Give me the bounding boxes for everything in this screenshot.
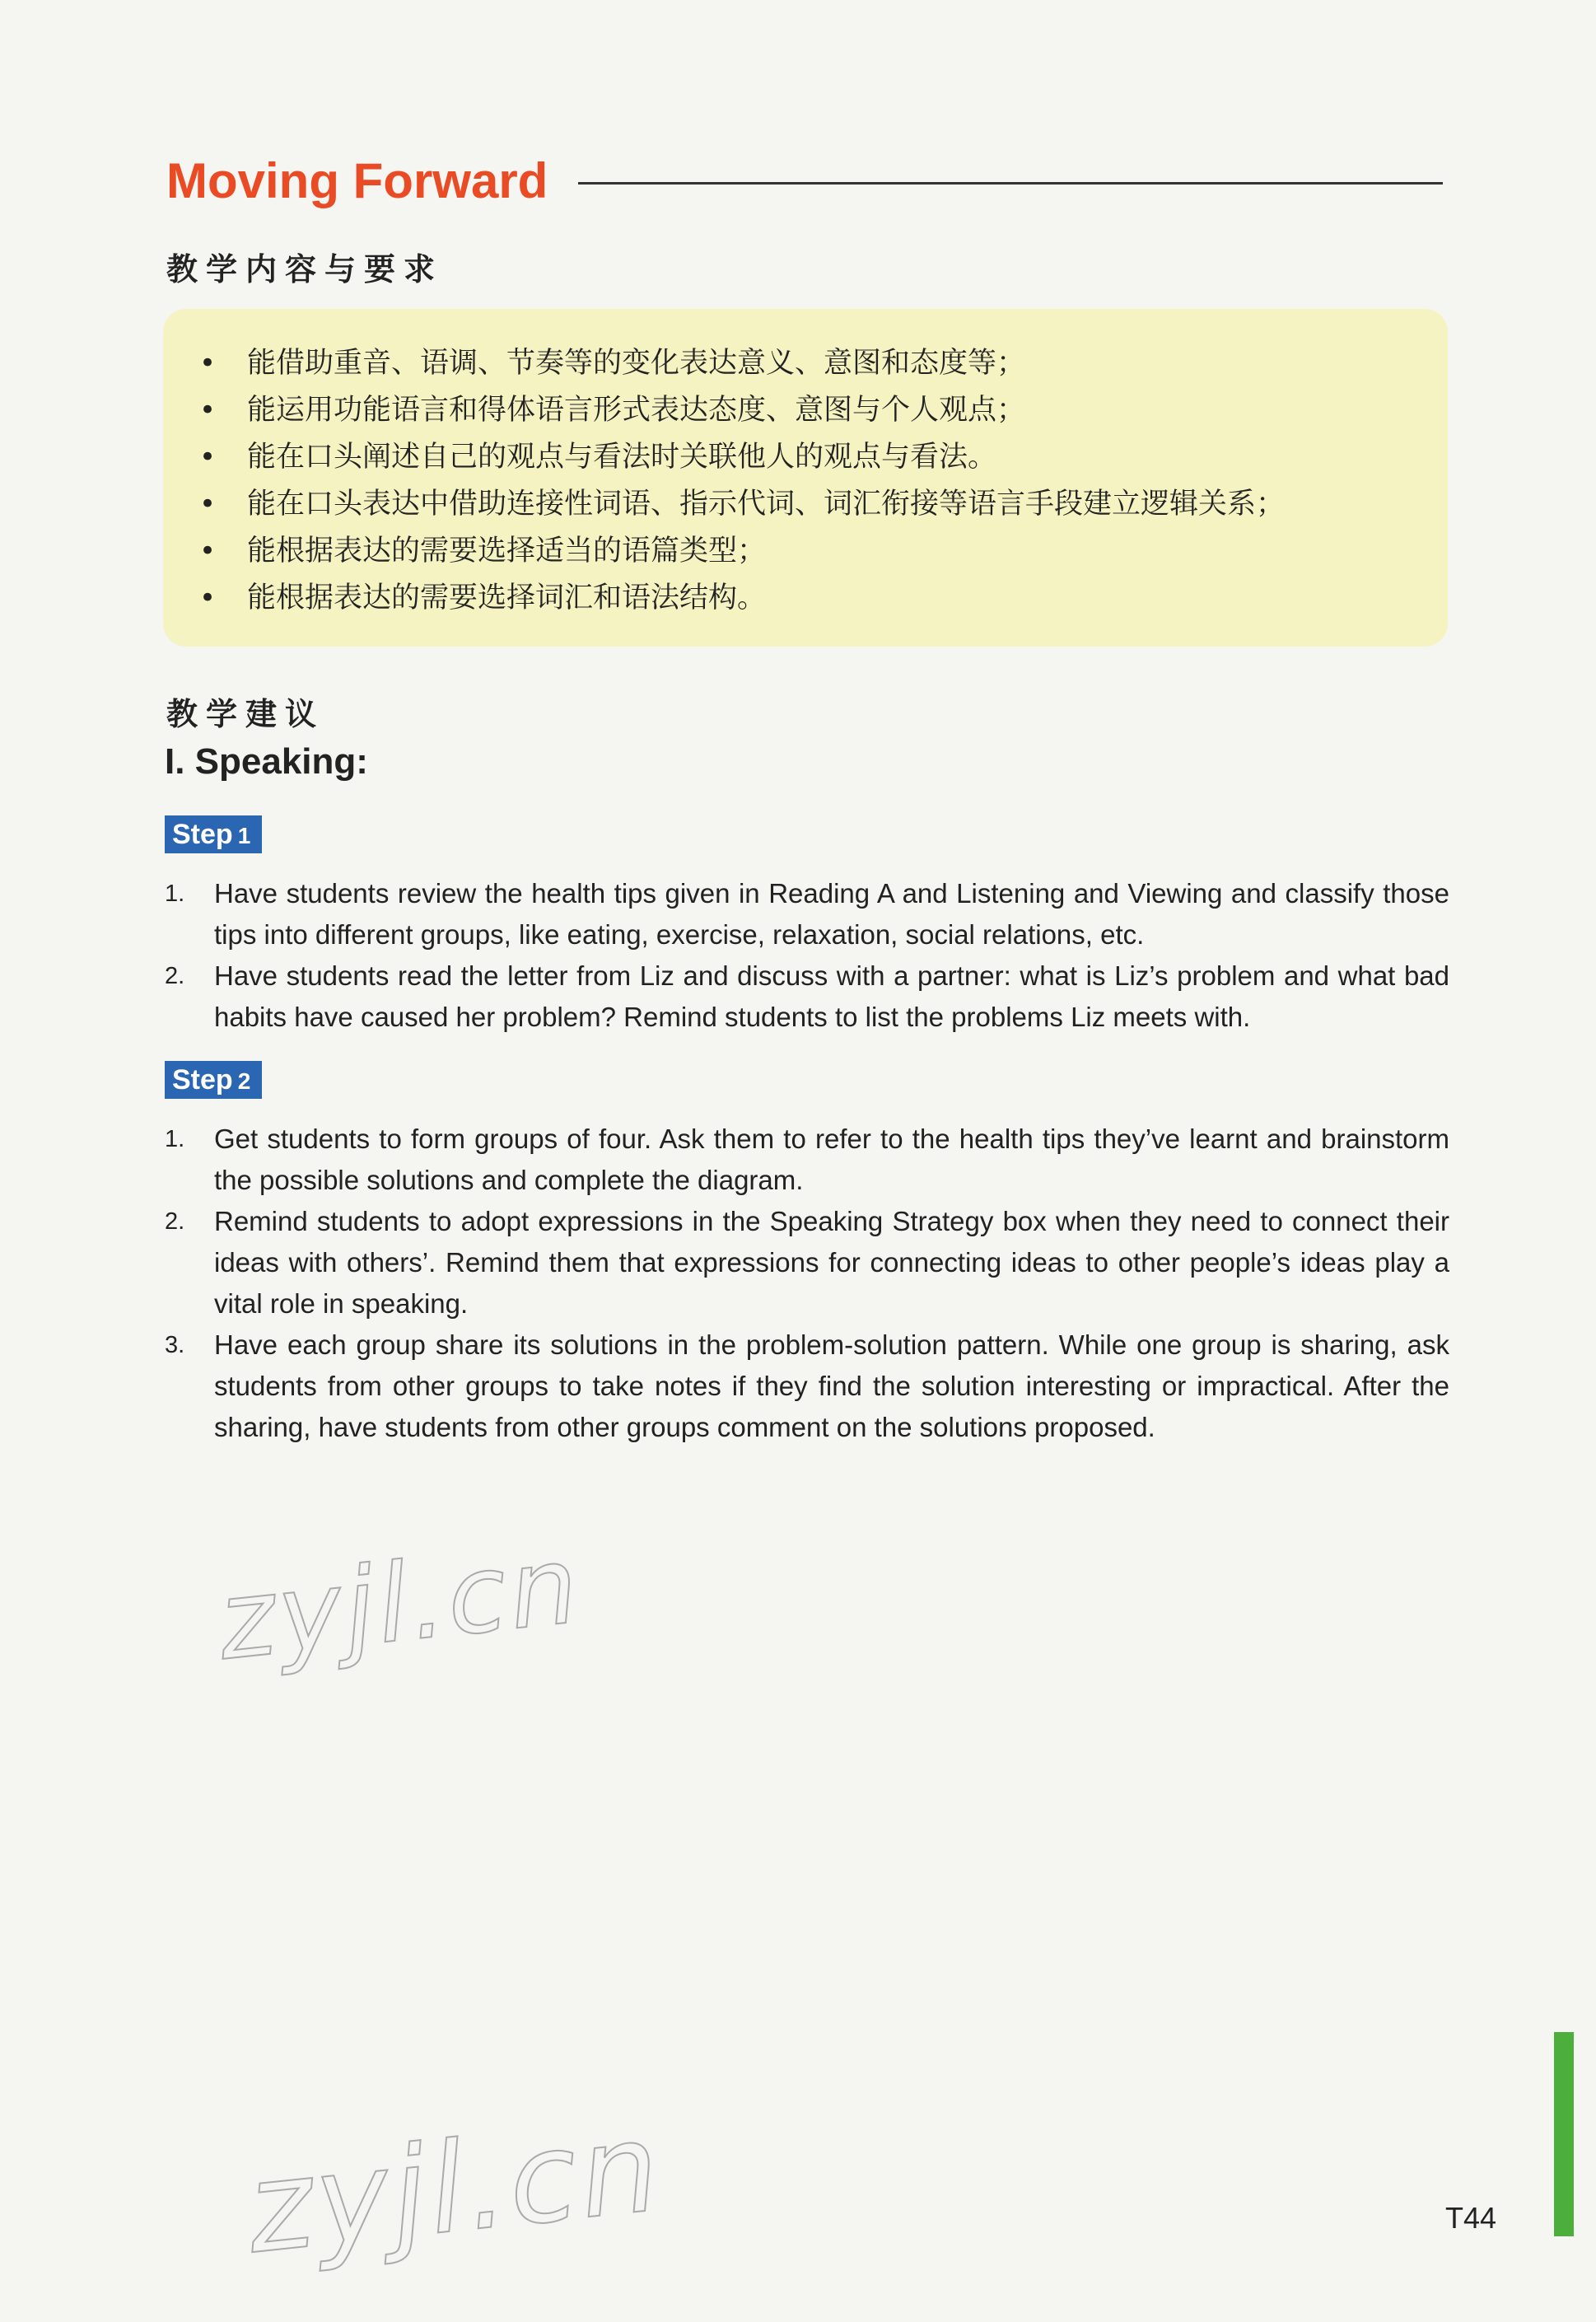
objective-text: 能借助重音、语调、节奏等的变化表达意义、意图和态度等； bbox=[247, 347, 1026, 380]
objective-item bbox=[196, 575, 1448, 622]
objective-text: 能根据表达的需要选择词汇和语法结构。 bbox=[247, 582, 767, 614]
list-item bbox=[165, 873, 1449, 955]
item-text: Get students to form groups of four. Ask them to refer to the health tips they’ve learnt and brainstorm the possible solutions and complete the diagram. bbox=[214, 1124, 1449, 1195]
step-2-badge bbox=[165, 1061, 262, 1099]
objectives-list bbox=[196, 340, 1448, 622]
step-number: 2 bbox=[237, 1068, 251, 1094]
objective-text: 能根据表达的需要选择适当的语篇类型； bbox=[247, 535, 767, 568]
step-number: 1 bbox=[237, 823, 251, 848]
header-rule bbox=[578, 182, 1443, 185]
item-text: Have students read the letter from Liz and discuss with a partner: what is Liz’s problem and what bad habits have caused her problem? Remind students to list the problems Liz meets with. bbox=[214, 960, 1449, 1032]
bullet-icon: • bbox=[199, 582, 217, 614]
item-text: Remind students to adopt expressions in the Speaking Strategy box when they need to connect their ideas with others’. Remind them that expressions for connecting ideas to other people’s ideas play a vital role in speaking. bbox=[214, 1206, 1449, 1319]
objectives-box bbox=[163, 309, 1448, 647]
bullet-icon: • bbox=[199, 441, 217, 474]
watermark: zyjl.cn bbox=[212, 1521, 587, 1684]
suggestions-heading: 教学建议 bbox=[166, 696, 325, 732]
page-title: Moving Forward bbox=[166, 153, 548, 208]
objective-item bbox=[196, 387, 1448, 434]
list-item bbox=[165, 955, 1449, 1038]
objective-text: 能运用功能语言和得体语言形式表达态度、意图与个人观点； bbox=[247, 394, 1026, 427]
item-text: Have each group share its solutions in the problem-solution pattern. While one group is sharing, ask students from other groups to take notes if they find the solution interesting or impractical. After the sharing, have students from other groups comment on the solutions proposed. bbox=[214, 1329, 1449, 1442]
objective-item bbox=[196, 340, 1448, 387]
item-number: 2. bbox=[165, 1208, 185, 1235]
objective-text: 能在口头阐述自己的观点与看法时关联他人的观点与看法。 bbox=[247, 441, 997, 474]
objective-item bbox=[196, 481, 1448, 528]
bullet-icon: • bbox=[199, 394, 217, 427]
speaking-section-title: I. Speaking: bbox=[165, 741, 368, 782]
page-accent-bar bbox=[1554, 2032, 1574, 2236]
item-number: 1. bbox=[165, 1126, 185, 1152]
item-text: Have students review the health tips given in Reading A and Listening and Viewing and classify those tips into different groups, like eating, exercise, relaxation, social relations, etc. bbox=[214, 878, 1449, 950]
bullet-icon: • bbox=[199, 535, 217, 568]
item-number: 1. bbox=[165, 881, 185, 907]
item-number: 3. bbox=[165, 1332, 185, 1358]
list-item bbox=[165, 1201, 1449, 1325]
step-2-list bbox=[165, 1119, 1449, 1448]
step-1-badge bbox=[165, 815, 262, 853]
step-label: Step bbox=[172, 1064, 233, 1096]
page-number: T44 bbox=[1445, 2201, 1497, 2235]
list-item bbox=[165, 1325, 1449, 1448]
step-label: Step bbox=[172, 819, 233, 850]
list-item bbox=[165, 1119, 1449, 1201]
objective-item bbox=[196, 434, 1448, 481]
bullet-icon: • bbox=[199, 347, 217, 380]
objectives-heading: 教学内容与要求 bbox=[166, 251, 444, 287]
page-header bbox=[166, 148, 1443, 214]
bullet-icon: • bbox=[199, 488, 217, 521]
watermark: zyjl.cn bbox=[240, 2095, 669, 2282]
objective-text: 能在口头表达中借助连接性词语、指示代词、词汇衔接等语言手段建立逻辑关系； bbox=[247, 488, 1286, 521]
objective-item bbox=[196, 528, 1448, 575]
item-number: 2. bbox=[165, 963, 185, 989]
step-1-list bbox=[165, 873, 1449, 1038]
